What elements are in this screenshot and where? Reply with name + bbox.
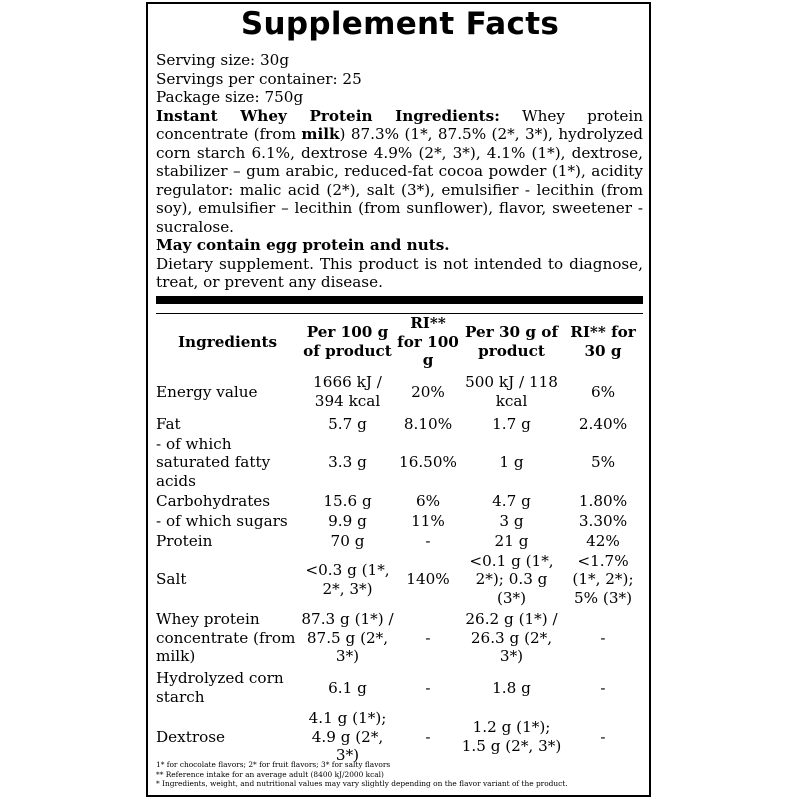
row-name: Protein [156,531,213,550]
cell-per-100g: 5.7 g [328,414,367,433]
cell-ri-30g: - [600,727,606,746]
cell-ri-30g: <1.7% (1*, 2*); 5% (3*) [572,551,634,607]
page-title: Supplement Facts [240,6,560,42]
header-ingredients: Ingredients [177,332,278,351]
cell-per-30g: 4.7 g [492,491,531,510]
package-size: Package size: 750g [156,88,304,106]
row-name: Carbohydrates [156,491,271,510]
table-row [156,608,643,668]
cell-ri-100g: - [425,628,431,647]
cell-ri-30g: 2.40% [578,414,628,433]
cell-ri-100g: 16.50% [399,453,457,472]
cell-ri-100g: - [425,727,431,746]
cell-per-100g: 70 g [330,531,365,550]
ingredients-milk-allergen: milk [301,125,340,144]
cell-ri-30g: 3.30% [578,511,628,530]
footnote-variation: * Ingredients, weight, and nutritional values may vary slightly depending on the flavor variant of the product. [156,779,568,788]
cell-per-30g: 21 g [494,531,529,550]
cell-per-100g: 6.1 g [328,678,367,697]
cell-per-100g: 1666 kJ / 394 kcal [313,373,382,410]
disclaimer: Dietary supplement. This product is not intended to diagnose, treat, or prevent any disease. [156,254,643,292]
cell-per-30g: <0.1 g (1*, 2*); 0.3 g (3*) [469,551,554,607]
footnote-flavors: 1* for chocolate flavors; 2* for fruit flavors; 3* for salty flavors [156,760,391,769]
cell-ri-100g: 8.10% [403,414,453,433]
table-row [156,668,643,708]
table-row [156,370,643,414]
cell-ri-100g: - [425,678,431,697]
cell-ri-100g: - [425,531,431,550]
row-name: Fat [156,414,181,433]
cell-ri-100g: 140% [406,570,450,589]
row-name: Dextrose [156,727,226,746]
row-name: - of which saturated fatty acids [156,434,271,490]
thick-divider [156,296,643,304]
cell-ri-100g: 11% [411,511,445,530]
row-name: Salt [156,570,187,589]
cell-per-100g: <0.3 g (1*, 2*, 3*) [305,560,390,598]
ingredients-statement [156,107,643,237]
cell-per-30g: 3 g [499,511,524,530]
cell-ri-30g: 1.80% [578,491,628,510]
table-row [156,531,643,551]
ingredients-text-1: Whey protein concentrate (from [156,106,643,144]
header-ri-30g: RI** for 30 g [570,323,636,360]
table-header-row [156,314,643,370]
cell-per-100g: 87.3 g (1*) / 87.5 g (2*, 3*) [301,610,394,666]
table-row [156,551,643,608]
cell-per-30g: 26.2 g (1*) / 26.3 g (2*, 3*) [465,610,558,666]
cell-per-30g: 1.7 g [492,414,531,433]
row-name: Whey protein concentrate (from milk) [156,610,296,666]
footnote-reference-intake: ** Reference intake for an average adult (8400 kJ/2000 kcal) [156,769,384,779]
cell-per-30g: 1.2 g (1*); 1.5 g (2*, 3*) [461,718,562,755]
ingredients-text-2: ) 87.3% (1*, 87.5% (2*, 3*), hydrolyzed corn starch 6.1%, dextrose 4.9% (2*, 3*), 4.1% (1*), dextrose, stabilizer – gum arabic, reduced-fat cocoa powder (1*), acidity regulator: malic acid (2*), salt (3*), emulsifier - lecithin (from soy), emulsifier – lecithin (from sunflower), flavor, sweetener - sucralose. [156,125,643,237]
table-row [156,491,643,511]
header-per-100g: Per 100 g of product [303,323,392,360]
header-ri-100g: RI** for 100 g [397,314,459,370]
row-name: Energy value [156,382,258,401]
cell-per-100g: 9.9 g [328,511,367,530]
table-row [156,511,643,531]
header-per-30g: Per 30 g of product [465,323,558,360]
cell-ri-100g: 6% [415,491,441,510]
cell-per-100g: 3.3 g [328,453,367,472]
table-row [156,708,643,766]
cell-ri-30g: - [600,628,606,647]
cell-per-100g: 15.6 g [323,491,372,510]
allergen-warning: May contain egg protein and nuts. [156,236,450,254]
cell-per-30g: 1 g [499,453,524,472]
cell-per-30g: 1.8 g [492,678,531,697]
nutrition-table [156,314,643,766]
cell-ri-30g: 6% [590,382,616,401]
cell-ri-100g: 20% [411,382,445,401]
table-row [156,414,643,434]
serving-size: Serving size: 30g [156,51,290,69]
cell-ri-30g: - [600,678,606,697]
ingredients-heading: Instant Whey Protein Ingredients: [156,106,500,125]
cell-per-30g: 500 kJ / 118 kcal [465,373,558,410]
cell-per-100g: 4.1 g (1*); 4.9 g (2*, 3*) [308,709,387,765]
cell-ri-30g: 42% [586,531,620,550]
servings-per-container: Servings per container: 25 [156,69,362,88]
row-name: - of which sugars [156,511,288,530]
table-row [156,434,643,491]
cell-ri-30g: 5% [590,453,616,472]
row-name: Hydrolyzed corn starch [156,669,284,706]
